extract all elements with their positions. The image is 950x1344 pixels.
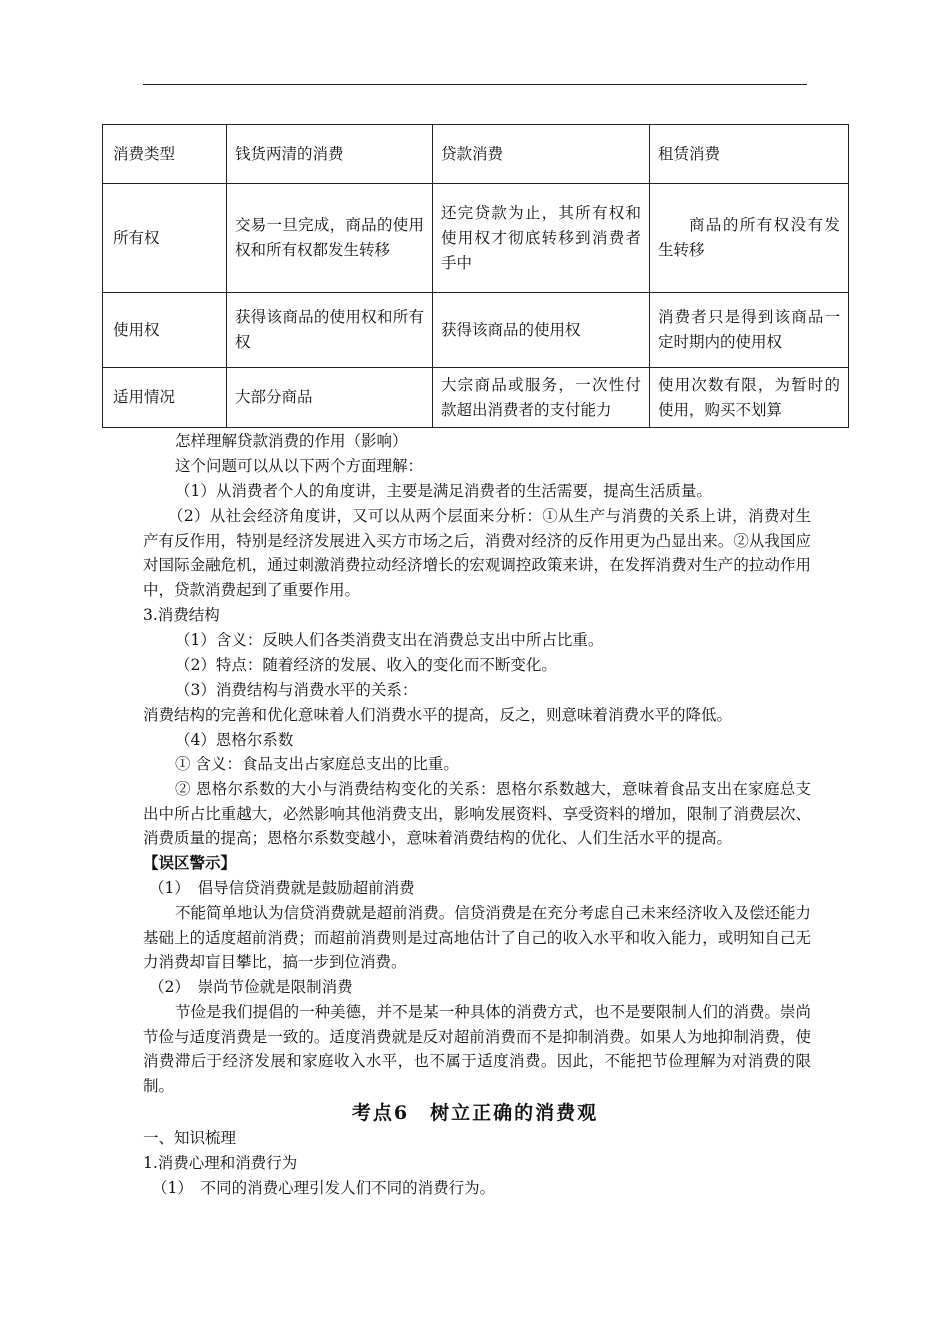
table-row: [103, 293, 849, 368]
question-title: 怎样理解贷款消费的作用（影响）: [175, 432, 408, 450]
table-row: [103, 368, 849, 428]
table-cell: 获得该商品的使用权: [433, 293, 650, 368]
table-cell: 获得该商品的使用权和所有权: [227, 293, 433, 368]
header-rule: [143, 84, 807, 85]
section-3-item-4: （4）恩格尔系数: [175, 731, 294, 749]
row-label: 所有权: [103, 184, 227, 293]
warning-2-body: 节俭是我们提倡的一种美德，并不是某一种具体的消费方式，也不是要限制人们的消费。崇尚节俭与适度消费是一致的。适度消费就是反对超前消费而不是抑制消费。如果人为地抑制消费，使消费滞后于经济发展和家庭收入水平，也不属于适度消费。因此，不能把节俭理解为对消费的限制。: [143, 1003, 811, 1095]
section-3-item-3: （3）消费结构与消费水平的关系：: [175, 681, 418, 699]
table-cell: 使用次数有限，为暂时的使用，购买不划算: [650, 368, 849, 428]
table-header-cell: 贷款消费: [433, 125, 650, 184]
section-3-title: 3.消费结构: [143, 606, 220, 624]
table-header-cell: 消费类型: [103, 125, 227, 184]
table-cell: 还完贷款为止，其所有权和使用权才彻底转移到消费者手中: [433, 184, 650, 293]
question-intro: 这个问题可以从以下两个方面理解：: [175, 457, 424, 475]
section-3-item-3-body: 消费结构的完善和优化意味着人们消费水平的提高，反之，则意味着消费水平的降低。: [143, 706, 733, 724]
section-3-item-2: （2）特点：随着经济的发展、收入的变化而不断变化。: [175, 656, 557, 674]
table-cell: 消费者只是得到该商品一定时期内的使用权: [650, 293, 849, 368]
warning-title: 【误区警示】: [143, 853, 237, 872]
warning-2-title: （2） 崇尚节俭就是限制消费: [149, 978, 353, 996]
knowledge-1-title: 1.消费心理和消费行为: [143, 1154, 298, 1172]
table-cell: 大部分商品: [227, 368, 433, 428]
question-point-2: （2）从社会经济角度讲，又可以从两个层面来分析：①从生产与消费的关系上讲，消费对生产有反作用，特别是经济发展进入买方市场之后，消费对经济的反作用更为凸显出来。②从我国应对国际金融危机，通过刺激消费拉动经济增长的宏观调控政策来讲，在发挥消费对生产的拉动作用中，贷款消费起到了重要作用。: [143, 507, 811, 599]
table-cell: 商品的所有权没有发生转移: [650, 184, 849, 293]
question-point-1: （1）从消费者个人的角度讲，主要是满足消费者的生活需要，提高生活质量。: [175, 482, 712, 500]
warning-1-title: （1） 倡导信贷消费就是鼓励超前消费: [149, 879, 415, 897]
table-cell: 大宗商品或服务，一次性付款超出消费者的支付能力: [433, 368, 650, 428]
engel-definition: ① 含义：食品支出占家庭总支出的比重。: [175, 755, 459, 773]
table-row: [103, 184, 849, 293]
table-header-cell: 租赁消费: [650, 125, 849, 184]
table-cell: 交易一旦完成，商品的使用权和所有权都发生转移: [227, 184, 433, 293]
section-3-item-1: （1）含义：反映人们各类消费支出在消费总支出中所占比重。: [175, 631, 604, 649]
row-label: 适用情况: [103, 368, 227, 428]
knowledge-title: 一、知识梳理: [143, 1129, 237, 1147]
engel-relationship: ② 恩格尔系数的大小与消费结构变化的关系：恩格尔系数越大，意味着食品支出在家庭总支出中所占比重越大，必然影响其他消费支出，影响发展资料、享受资料的增加，限制了消费层次、消费质量的提高；恩格尔系数变越小，意味着消费结构的优化、人们生活水平的提高。: [143, 780, 811, 847]
warning-1-body: 不能简单地认为信贷消费就是超前消费。信贷消费是在充分考虑自己未来经济收入及偿还能力基础上的适度超前消费；而超前消费则是过高地估计了自己的收入水平和收入能力，或明知自己无力消费却盲目攀比，搞一步到位消费。: [143, 904, 811, 971]
section-title: 考点6 树立正确的消费观: [351, 1102, 599, 1124]
table-header-cell: 钱货两清的消费: [227, 125, 433, 184]
table-header-row: [103, 125, 849, 184]
row-label: 使用权: [103, 293, 227, 368]
knowledge-1-item-1: （1） 不同的消费心理引发人们不同的消费行为。: [152, 1179, 496, 1197]
consumption-comparison-table: [102, 124, 849, 428]
